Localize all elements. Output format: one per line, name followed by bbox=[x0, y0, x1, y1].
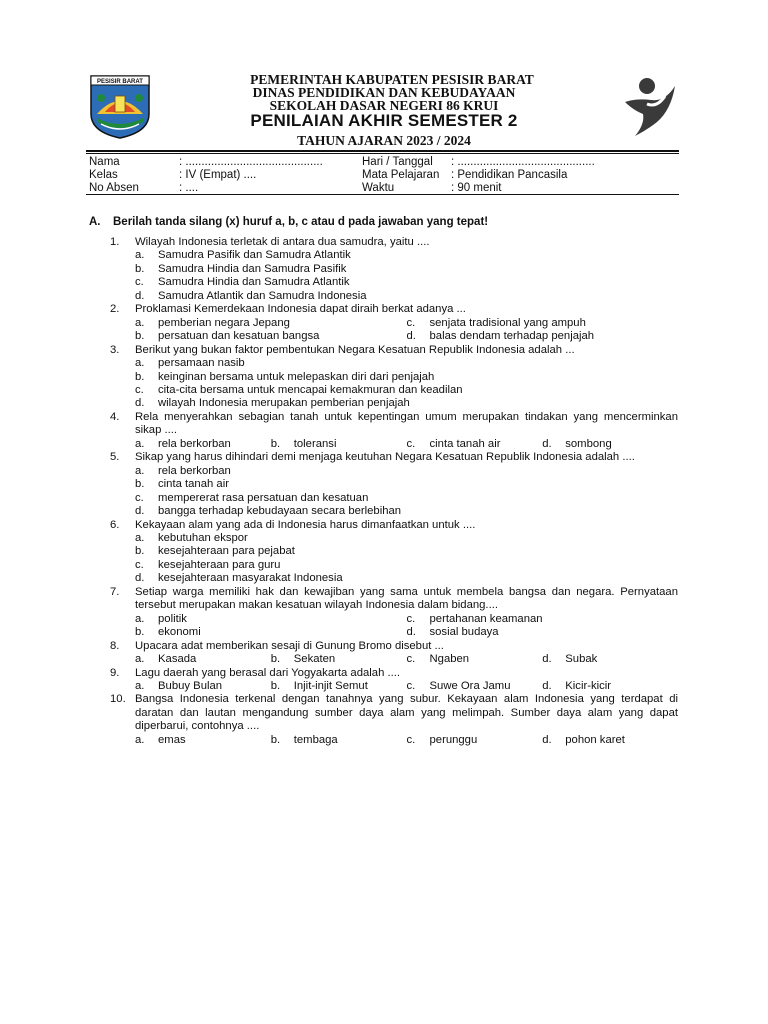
option-letter: b. bbox=[135, 626, 145, 639]
option-text: pohon karet bbox=[565, 733, 625, 746]
answer-options bbox=[135, 734, 678, 747]
option-letter: c. bbox=[406, 316, 416, 329]
class-field[interactable]: : IV (Empat) .... bbox=[179, 169, 257, 181]
question-number: 7. bbox=[110, 585, 120, 598]
section-instruction-text: Berilah tanda silang (x) huruf a, b, c atau d pada jawaban yang tepat! bbox=[113, 216, 489, 228]
option-text: perunggu bbox=[429, 733, 478, 746]
answer-options bbox=[135, 438, 678, 451]
answer-options bbox=[135, 613, 678, 640]
exam-info-labels bbox=[362, 156, 439, 195]
option-text: kebutuhan ekspor bbox=[158, 531, 248, 544]
option-text: kesejahteraan para guru bbox=[158, 558, 281, 571]
answer-option[interactable] bbox=[135, 545, 678, 558]
section-a-instruction bbox=[89, 216, 488, 228]
answer-option[interactable] bbox=[135, 626, 407, 639]
answer-options bbox=[135, 317, 678, 344]
option-letter: c. bbox=[406, 612, 416, 625]
question-text: Kekayaan alam yang ada di Indonesia harus dimanfaatkan untuk .... bbox=[135, 518, 476, 531]
answer-option[interactable] bbox=[135, 249, 678, 262]
class-label: Kelas bbox=[89, 169, 118, 181]
option-text: kesejahteraan masyarakat Indonesia bbox=[158, 572, 343, 585]
question-list bbox=[110, 236, 678, 747]
answer-option[interactable] bbox=[407, 330, 679, 343]
question-text: Berikut yang bukan faktor pembentukan Negara Kesatuan Republik Indonesia adalah ... bbox=[135, 343, 575, 356]
option-text: politik bbox=[158, 612, 187, 625]
option-text: senjata tradisional yang ampuh bbox=[429, 316, 586, 329]
answer-option[interactable] bbox=[135, 371, 678, 384]
answer-option[interactable] bbox=[135, 492, 678, 505]
header-divider bbox=[86, 150, 679, 152]
option-text: Bubuy Bulan bbox=[158, 679, 223, 692]
answer-option[interactable] bbox=[135, 465, 678, 478]
option-text: persatuan dan kesatuan bangsa bbox=[158, 330, 320, 343]
option-text: Subak bbox=[565, 653, 598, 666]
option-letter: b. bbox=[135, 330, 145, 343]
answer-options bbox=[135, 249, 678, 303]
option-letter: d. bbox=[406, 626, 416, 639]
option-letter: d. bbox=[135, 505, 145, 518]
answer-option[interactable] bbox=[407, 734, 543, 747]
option-letter: b. bbox=[270, 733, 281, 746]
option-text: cinta tanah air bbox=[158, 478, 229, 491]
option-letter: d. bbox=[542, 733, 552, 746]
answer-option[interactable] bbox=[135, 317, 407, 330]
answer-options bbox=[135, 357, 678, 411]
option-letter: b. bbox=[135, 370, 145, 383]
option-text: cinta tanah air bbox=[429, 437, 501, 450]
answer-option[interactable] bbox=[135, 478, 678, 491]
answer-option[interactable] bbox=[135, 384, 678, 397]
option-letter: a. bbox=[135, 733, 145, 746]
question-item bbox=[110, 667, 678, 694]
answer-option[interactable] bbox=[135, 559, 678, 572]
option-text: Suwe Ora Jamu bbox=[429, 679, 511, 692]
option-letter: a. bbox=[135, 357, 145, 370]
exam-title: PENILAIAN AKHIR SEMESTER 2 bbox=[250, 111, 518, 130]
option-text: balas dendam terhadap penjajah bbox=[429, 330, 595, 343]
answer-option[interactable] bbox=[135, 438, 271, 451]
option-text: Kasada bbox=[158, 653, 197, 666]
answer-option[interactable] bbox=[135, 734, 271, 747]
student-info-values bbox=[179, 156, 323, 195]
answer-option[interactable] bbox=[407, 653, 543, 666]
subject-value: : Pendidikan Pancasila bbox=[451, 169, 568, 181]
answer-option[interactable] bbox=[135, 680, 271, 693]
option-text: Samudra Hindia dan Samudra Atlantik bbox=[158, 276, 350, 289]
option-letter: a. bbox=[135, 437, 145, 450]
answer-option[interactable] bbox=[135, 357, 678, 370]
option-text: Kicir-kicir bbox=[565, 679, 612, 692]
answer-options bbox=[135, 532, 678, 586]
option-letter: b. bbox=[135, 545, 145, 558]
option-text: rela berkorban bbox=[158, 437, 231, 450]
option-letter: d. bbox=[542, 653, 552, 666]
option-letter: c. bbox=[406, 653, 416, 666]
option-text: toleransi bbox=[293, 437, 337, 450]
option-letter: d. bbox=[542, 679, 552, 692]
question-item bbox=[110, 344, 678, 411]
option-text: keinginan bersama untuk melepaskan diri dari penjajah bbox=[158, 370, 435, 383]
exam-info-values bbox=[451, 156, 595, 195]
option-text: persamaan nasib bbox=[158, 357, 245, 370]
question-item bbox=[110, 236, 678, 303]
answer-option[interactable] bbox=[135, 505, 678, 518]
option-text: sombong bbox=[565, 437, 612, 450]
option-letter: d. bbox=[406, 330, 416, 343]
option-letter: b. bbox=[270, 679, 281, 692]
answer-option[interactable] bbox=[135, 290, 678, 303]
answer-option[interactable] bbox=[135, 397, 678, 410]
answer-option[interactable] bbox=[135, 263, 678, 276]
option-text: wilayah Indonesia merupakan pemberian penjajah bbox=[158, 397, 410, 410]
option-text: Samudra Atlantik dan Samudra Indonesia bbox=[158, 289, 367, 302]
option-letter: a. bbox=[135, 679, 145, 692]
question-number: 5. bbox=[110, 451, 120, 464]
question-text: Wilayah Indonesia terletak di antara dua samudra, yaitu .... bbox=[135, 236, 430, 248]
answer-options bbox=[135, 653, 678, 666]
question-item bbox=[110, 303, 678, 343]
academic-year: TAHUN AJARAN 2023 / 2024 bbox=[297, 133, 471, 148]
option-text: ekonomi bbox=[158, 626, 201, 639]
question-text: Bangsa Indonesia terkenal dengan tanahnya yang subur. Kekayaan alam Indonesia yang terdapat di daratan dan lautan mengandung sumber daya alam yang melimpah. Sumber daya alam yang dapat diperbarui, contohnya .... bbox=[135, 693, 678, 733]
question-item bbox=[110, 411, 678, 451]
question-number: 1. bbox=[110, 236, 120, 248]
question-text: Rela menyerahkan sebagian tanah untuk kepentingan umum merupakan tindakan yang mencerminkan sikap .... bbox=[135, 410, 678, 437]
question-number: 6. bbox=[110, 518, 120, 531]
option-text: sosial budaya bbox=[429, 626, 499, 639]
question-text: Setiap warga memiliki hak dan kewajiban yang sama untuk membela bangsa dan negara. Pernyataan tersebut merupakan makan kesatuan wilayah Indonesia dalam bidang.... bbox=[135, 585, 678, 612]
option-text: emas bbox=[158, 733, 186, 746]
student-info-labels bbox=[89, 156, 139, 195]
option-text: Sekaten bbox=[293, 653, 336, 666]
question-text: Upacara adat memberikan sesaji di Gunung Bromo disebut ... bbox=[135, 639, 444, 652]
option-text: mempererat rasa persatuan dan kesatuan bbox=[158, 491, 369, 504]
option-text: kesejahteraan para pejabat bbox=[158, 545, 295, 558]
duration-value: : 90 menit bbox=[451, 182, 502, 194]
option-text: cita-cita bersama untuk mencapai kemakmuran dan keadilan bbox=[158, 383, 463, 396]
answer-option[interactable] bbox=[135, 532, 678, 545]
header-department: DINAS PENDIDIKAN DAN KEBUDAYAAN bbox=[252, 85, 516, 100]
duration-label: Waktu bbox=[362, 182, 395, 194]
question-number: 8. bbox=[110, 639, 120, 652]
answer-options bbox=[135, 680, 678, 693]
option-letter: c. bbox=[406, 733, 416, 746]
question-text: Lagu daerah yang berasal dari Yogyakarta adalah .... bbox=[135, 666, 401, 679]
date-field[interactable]: : ........................................... bbox=[451, 156, 595, 168]
section-letter: A. bbox=[89, 216, 101, 228]
option-letter: d. bbox=[135, 572, 145, 585]
option-letter: c. bbox=[406, 679, 416, 692]
question-text: Proklamasi Kemerdekaan Indonesia dapat diraih berkat adanya ... bbox=[135, 303, 466, 316]
answer-option[interactable] bbox=[542, 438, 678, 451]
logo-banner-text: PESISIR BARAT bbox=[97, 79, 143, 85]
answer-option[interactable] bbox=[407, 680, 543, 693]
answer-option[interactable] bbox=[135, 330, 407, 343]
question-item bbox=[110, 586, 678, 640]
answer-option[interactable] bbox=[135, 276, 678, 289]
answer-option[interactable] bbox=[542, 734, 678, 747]
answer-option[interactable] bbox=[271, 438, 407, 451]
answer-option[interactable] bbox=[135, 613, 407, 626]
question-number: 9. bbox=[110, 666, 120, 679]
option-text: pemberian negara Jepang bbox=[158, 316, 290, 329]
answer-option[interactable] bbox=[271, 734, 407, 747]
question-number: 10. bbox=[110, 693, 126, 706]
name-field[interactable]: : ........................................... bbox=[179, 156, 323, 168]
header-government: PEMERINTAH KABUPATEN PESISIR BARAT bbox=[250, 72, 534, 87]
option-text: Samudra Pasifik dan Samudra Atlantik bbox=[158, 249, 351, 262]
option-letter: a. bbox=[135, 653, 145, 666]
option-text: pertahanan keamanan bbox=[429, 612, 543, 625]
option-letter: b. bbox=[270, 437, 281, 450]
question-item bbox=[110, 693, 678, 747]
answer-option[interactable] bbox=[407, 626, 679, 639]
answer-option[interactable] bbox=[271, 680, 407, 693]
option-text: tembaga bbox=[293, 733, 338, 746]
option-letter: b. bbox=[270, 653, 281, 666]
question-number: 2. bbox=[110, 303, 120, 316]
option-letter: d. bbox=[542, 437, 552, 450]
option-letter: c. bbox=[135, 276, 144, 289]
answer-option[interactable] bbox=[407, 613, 679, 626]
question-item bbox=[110, 640, 678, 667]
option-letter: a. bbox=[135, 464, 145, 477]
answer-option[interactable] bbox=[542, 653, 678, 666]
option-text: rela berkorban bbox=[158, 464, 231, 477]
option-letter: c. bbox=[135, 558, 144, 571]
option-letter: a. bbox=[135, 531, 145, 544]
name-label: Nama bbox=[89, 156, 120, 168]
answer-option[interactable] bbox=[135, 653, 271, 666]
answer-option[interactable] bbox=[407, 438, 543, 451]
option-letter: a. bbox=[135, 249, 145, 262]
answer-option[interactable] bbox=[271, 653, 407, 666]
option-text: Injit-injit Semut bbox=[293, 679, 368, 692]
question-item bbox=[110, 519, 678, 586]
option-letter: c. bbox=[406, 437, 416, 450]
option-letter: a. bbox=[135, 316, 145, 329]
option-letter: c. bbox=[135, 383, 144, 396]
option-text: Ngaben bbox=[429, 653, 470, 666]
info-divider bbox=[86, 194, 679, 195]
answer-option[interactable] bbox=[542, 680, 678, 693]
option-letter: b. bbox=[135, 262, 145, 275]
answer-options bbox=[135, 465, 678, 519]
option-letter: b. bbox=[135, 478, 145, 491]
answer-option[interactable] bbox=[135, 572, 678, 585]
absence-number-field[interactable]: : .... bbox=[179, 182, 199, 194]
question-item bbox=[110, 451, 678, 518]
question-text: Sikap yang harus dihindari demi menjaga keutuhan Negara Kesatuan Republik Indonesia adalah .... bbox=[135, 451, 635, 464]
absence-number-label: No Absen bbox=[89, 182, 139, 194]
header-divider-thin bbox=[86, 153, 679, 154]
option-letter: d. bbox=[135, 289, 145, 302]
answer-option[interactable] bbox=[407, 317, 679, 330]
question-number: 4. bbox=[110, 410, 120, 423]
option-letter: d. bbox=[135, 397, 145, 410]
header-school: SEKOLAH DASAR NEGERI 86 KRUI bbox=[269, 98, 499, 113]
question-number: 3. bbox=[110, 343, 120, 356]
option-letter: a. bbox=[135, 612, 145, 625]
date-label: Hari / Tanggal bbox=[362, 156, 433, 168]
option-letter: c. bbox=[135, 491, 144, 504]
subject-label: Mata Pelajaran bbox=[362, 169, 440, 181]
option-text: Samudra Hindia dan Samudra Pasifik bbox=[158, 262, 347, 275]
option-text: bangga terhadap kebudayaan secara berlebihan bbox=[158, 505, 402, 518]
